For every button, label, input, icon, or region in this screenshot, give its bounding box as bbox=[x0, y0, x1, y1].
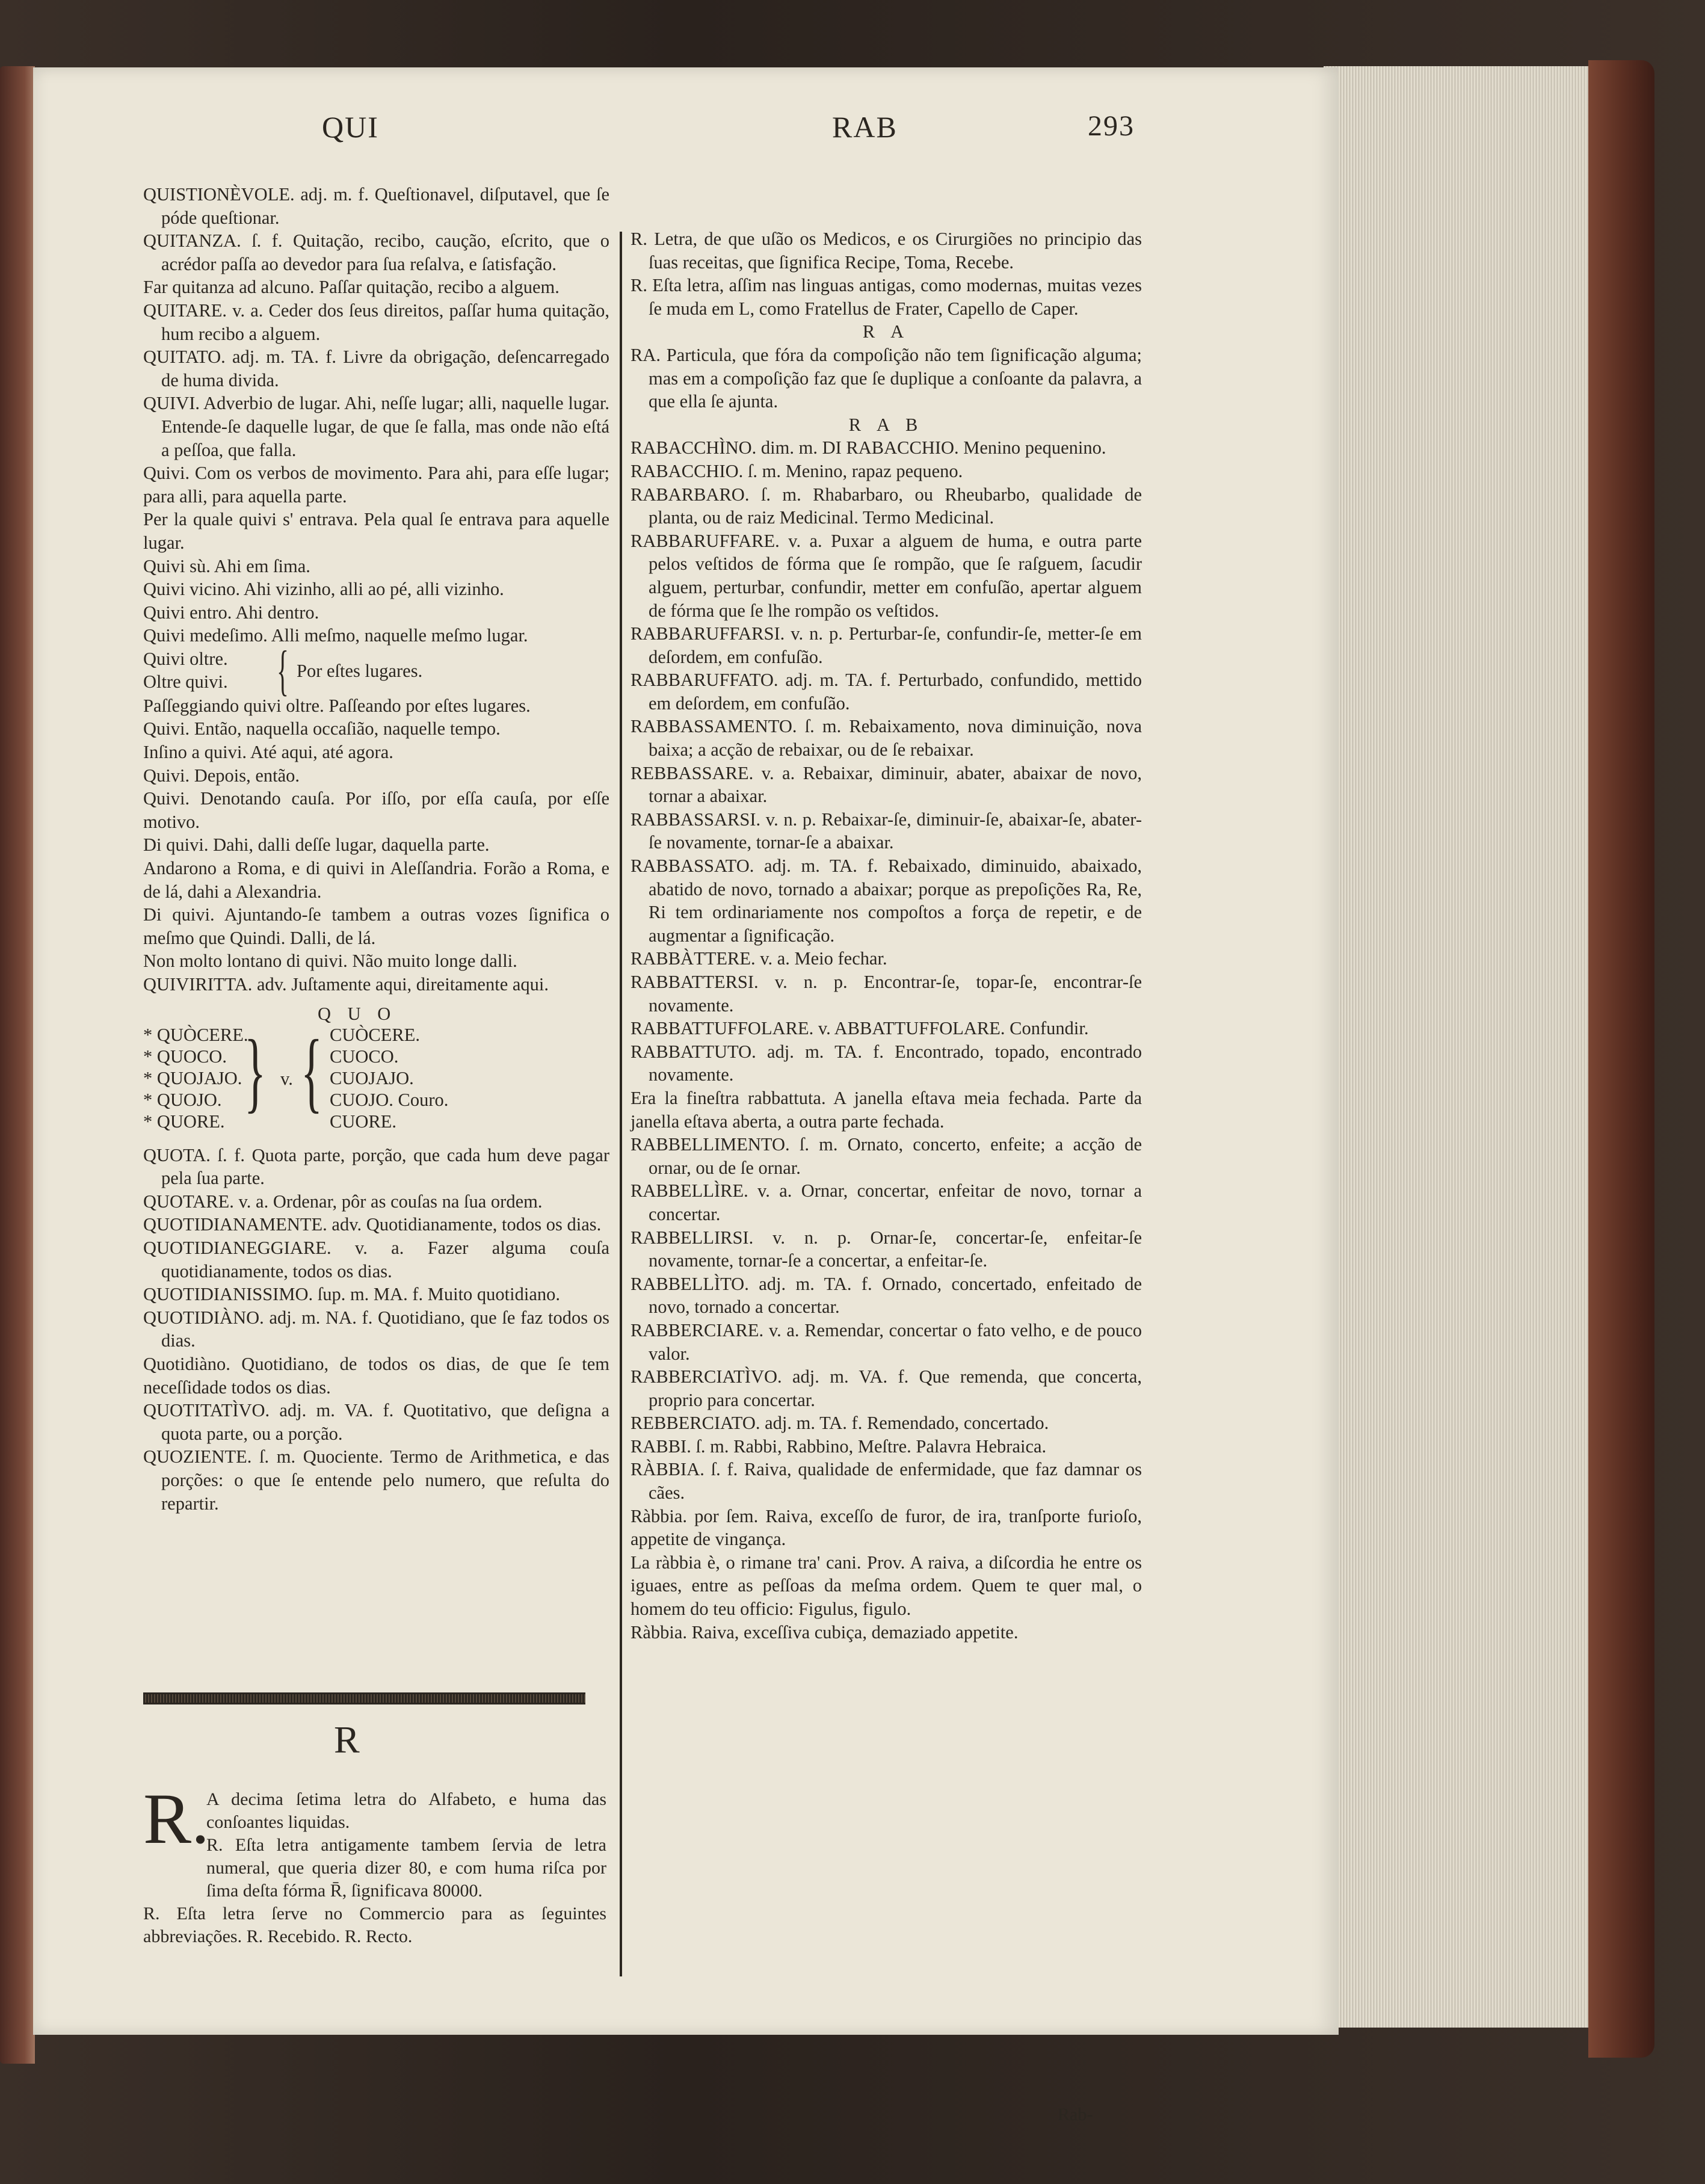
dictionary-entry: Paſſeggiando quivi oltre. Paſſeando por eſtes lugares. bbox=[143, 695, 531, 716]
left-column bbox=[143, 183, 609, 1515]
book-cover-left bbox=[0, 66, 35, 2064]
dictionary-entry: RABBELLÌRE. v. a. Ornar, concertar, enfeitar de novo, tornar a concertar. bbox=[631, 1180, 1142, 1224]
oltre-quivi-label: Oltre quivi. bbox=[143, 671, 228, 692]
dictionary-entry: RABARBARO. ſ. m. Rhabarbaro, ou Rheubarbo, qualidade de planta, ou de raiz Medicinal. Termo Medicinal. bbox=[631, 484, 1142, 528]
section-r-intro bbox=[143, 1778, 606, 1948]
dictionary-entry: RABBASSAMENTO. ſ. m. Rebaixamento, nova diminuição, nova baixa; a acção de rebaixar, ou de ſe rebaixar. bbox=[631, 716, 1142, 760]
dictionary-entry: QUISTIONÈVOLE. adj. m. f. Queſtionavel, diſputavel, que ſe póde queſtionar. bbox=[143, 184, 609, 228]
dictionary-entry: QUOTIDIÀNO. adj. m. NA. f. Quotidiano, que ſe faz todos os dias. bbox=[143, 1307, 609, 1351]
dictionary-entry: QUITATO. adj. m. TA. f. Livre da obrigação, deſencarregado de huma divida. bbox=[143, 347, 609, 390]
dictionary-entry: RABBERCIARE. v. a. Remendar, concertar o fato velho, e de pouco valor. bbox=[631, 1319, 1142, 1364]
dictionary-entry: RABBELLIMENTO. ſ. m. Ornato, concerto, enfeite; a acção de ornar, ou de ſe ornar. bbox=[631, 1134, 1142, 1178]
dictionary-entry: QUIVIRITTA. adv. Juſtamente aqui, direitamente aqui. bbox=[143, 974, 549, 995]
quo-form-left: * QUOJO. bbox=[143, 1089, 222, 1110]
dictionary-entry: RABBATTERSI. v. n. p. Encontrar-ſe, topar-ſe, encontrar-ſe novamente. bbox=[631, 972, 1142, 1016]
dictionary-entry: RABBARUFFARE. v. a. Puxar a alguem de huma, e outra parte pelos veſtidos de fórma que ſe rompão, que ſe raſguem, ſacudir alguem, perturbar, confundir, metter em confuſão, apertar alguem de fórma que ſe lhe rompão os veſtidos. bbox=[631, 530, 1142, 621]
section-r-paragraph: R. Eſta letra ſerve no Commercio para as ſeguintes abbreviações. R. Recebido. R. Recto. bbox=[143, 1904, 606, 1946]
dictionary-entry: Ràbbia. por ſem. Raiva, exceſſo de furor, de ira, tranſporte furioſo, appetite de vingança. bbox=[631, 1505, 1142, 1550]
quo-new-forms bbox=[330, 1024, 448, 1132]
closing-brace-icon: } bbox=[244, 1021, 266, 1121]
quivi-oltre-group bbox=[143, 639, 609, 701]
dictionary-entry: RABBI. ſ. m. Rabbi, Rabbino, Meſtre. Palavra Hebraica. bbox=[631, 1436, 1047, 1457]
section-r-paragraph: A decima ſetima letra do Alfabeto, e huma das conſoantes liquidas. bbox=[206, 1789, 606, 1832]
quivi-oltre-label: Quivi oltre. bbox=[143, 648, 228, 669]
dictionary-entry: REBBERCIATO. adj. m. TA. f. Remendado, concertado. bbox=[631, 1413, 1049, 1434]
page-edges bbox=[1324, 66, 1624, 2028]
dictionary-entry: RÀBBIA. ſ. f. Raiva, qualidade de enfermidade, que faz damnar os cães. bbox=[631, 1459, 1142, 1504]
dictionary-entry: Quivi. Então, naquella occaſião, naquelle tempo. bbox=[143, 718, 501, 739]
dictionary-entry: Quotidiàno. Quotidiano, de todos os dias, de que ſe tem neceſſidade todos os dias. bbox=[143, 1353, 609, 1398]
left-entries-3 bbox=[143, 1144, 609, 1516]
dictionary-entry: RABBASSATO. adj. m. TA. f. Rebaixado, diminuido, abaixado, abatido de novo, tornado a abaixar; porque as prepoſições Ra, Re, Ri tem ordinariamente nos compoſtos a força de repetir, e de augmentar a ſignificação. bbox=[631, 856, 1142, 946]
quo-form-right: CUOJAJO. bbox=[330, 1067, 414, 1088]
dictionary-entry: RABBATTUTO. adj. m. TA. f. Encontrado, topado, encontrado novamente. bbox=[631, 1041, 1142, 1085]
section-r-paragraph: R. Eſta letra antigamente tambem ſervia de letra numeral, que queria dizer 80, e com huma riſca por ſima deſta fórma R̄, ſignificava 80000. bbox=[206, 1835, 606, 1901]
dictionary-entry: RABBASSARSI. v. n. p. Rebaixar-ſe, diminuir-ſe, abaixar-ſe, abater-ſe novamente, tornar-ſe a abaixar. bbox=[631, 809, 1142, 853]
dictionary-entry: QUOTITATÌVO. adj. m. VA. f. Quotitativo, que deſigna a quota parte, ou a porção. bbox=[143, 1400, 609, 1444]
quo-form-left: * QUOCO. bbox=[143, 1046, 227, 1067]
dictionary-entry: QUOTA. ſ. f. Quota parte, porção, que cada hum deve pagar pela ſua parte. bbox=[143, 1144, 609, 1189]
running-head-left: QUI bbox=[322, 110, 379, 144]
dictionary-entry: QUOTIDIANAMENTE. adv. Quotidianamente, todos os dias. bbox=[143, 1214, 602, 1235]
right-column bbox=[631, 227, 1142, 1644]
dictionary-entry: Non molto lontano di quivi. Não muito longe dalli. bbox=[143, 951, 517, 972]
dictionary-entry: Di quivi. Dahi, dalli deſſe lugar, daquella parte. bbox=[143, 834, 490, 856]
catchword: Rab- bbox=[1058, 2105, 1093, 2124]
dictionary-entry: Quivi entro. Ahi dentro. bbox=[143, 602, 319, 623]
dictionary-entry: R. Eſta letra, aſſim nas linguas antigas, como modernas, muitas vezes ſe muda em L, como Fratellus de Frater, Capello de Caper. bbox=[631, 275, 1142, 319]
dictionary-entry: RABBERCIATÌVO. adj. m. VA. f. Que remenda, que concerta, proprio para concertar. bbox=[631, 1366, 1142, 1410]
dictionary-entry: RABBARUFFATO. adj. m. TA. f. Perturbado, confundido, mettido em deſordem, em confuſão. bbox=[631, 670, 1142, 714]
dictionary-entry: Quivi. Com os verbos de movimento. Para ahi, para eſſe lugar; para alli, para aquella parte. bbox=[143, 463, 609, 507]
quo-form-right: CUOCO. bbox=[330, 1046, 399, 1067]
dictionary-entry: Di quivi. Ajuntando-ſe tambem a outras vozes ſignifica o meſmo que Quindi. Dalli, de lá. bbox=[143, 904, 609, 948]
dictionary-entry: Far quitanza ad alcuno. Paſſar quitação, recibo a alguem. bbox=[143, 277, 560, 298]
dictionary-entry: Ràbbia. Raiva, exceſſiva cubiça, demaziado appetite. bbox=[631, 1621, 1019, 1643]
opening-brace-icon: { bbox=[301, 1021, 322, 1121]
dictionary-entry: RABACCHIO. ſ. m. Menino, rapaz pequeno. bbox=[631, 460, 963, 481]
quo-form-right: CUOJO. Couro. bbox=[330, 1089, 449, 1110]
dictionary-entry: Andarono a Roma, e di quivi in Aleſſandria. Forão a Roma, e de lá, dahi a Alexandria. bbox=[143, 858, 609, 902]
dictionary-entry: La ràbbia è, o rimane tra' cani. Prov. A raiva, a diſcordia he entre os iguaes, entre as peſſoas da meſma ordem. Quem te quer mal, o homem do teu officio: Figulus, figulo. bbox=[631, 1552, 1142, 1620]
dictionary-entry: QUITARE. v. a. Ceder dos ſeus direitos, paſſar huma quitação, hum recibo a alguem. bbox=[143, 300, 609, 344]
dictionary-entry: Era la fineſtra rabbattuta. A janella eſtava meia fechada. Parte da janella eſtava aberta, a outra parte fechada. bbox=[631, 1087, 1142, 1132]
dictionary-entry: RABBELLIRSI. v. n. p. Ornar-ſe, concertar-ſe, enfeitar-ſe novamente, tornar-ſe a concertar, a enfeitar-ſe. bbox=[631, 1227, 1142, 1271]
dictionary-entry: QUIVI. Adverbio de lugar. Ahi, neſſe lugar; alli, naquelle lugar. Entende-ſe daquelle lugar, de que ſe falla, mas onde não eſtá a peſſoa, que falla. bbox=[143, 393, 609, 460]
dictionary-entry: Quivi. Depois, então. bbox=[143, 765, 300, 786]
oltre-translation: Por eſtes lugares. bbox=[297, 660, 423, 681]
dictionary-entry: Quivi vicino. Ahi vizinho, alli ao pé, alli vizinho. bbox=[143, 579, 504, 600]
dictionary-entry: Quivi. Denotando cauſa. Por iſſo, por eſſa cauſa, por eſſe motivo. bbox=[143, 788, 609, 832]
dictionary-entry: Inſino a quivi. Até aqui, até agora. bbox=[143, 742, 393, 763]
dictionary-entry: RABBELLÌTO. adj. m. TA. f. Ornado, concertado, enfeitado de novo, tornado a concertar. bbox=[631, 1273, 1142, 1318]
quo-form-left: * QUORE. bbox=[143, 1111, 225, 1132]
dictionary-entry: Quivi sù. Ahi em ſima. bbox=[143, 555, 310, 576]
page-number: 293 bbox=[1088, 110, 1135, 142]
quo-old-forms bbox=[143, 1024, 248, 1132]
brace-icon: { bbox=[277, 639, 289, 701]
dictionary-entry: Per la quale quivi s' entrava. Pela qual ſe entrava para aquelle lugar. bbox=[143, 509, 609, 553]
dictionary-entry: R A B bbox=[848, 414, 924, 435]
dictionary-entry: QUOTIDIANEGGIARE. v. a. Fazer alguma couſa quotidianamente, todos os dias. bbox=[143, 1237, 609, 1282]
left-entries-1 bbox=[143, 183, 609, 647]
quo-form-left: * QUOJAJO. bbox=[143, 1067, 242, 1088]
dictionary-entry: RA. Particula, que fóra da compoſição não tem ſignificação alguma; mas em a compoſição faz que ſe duplique a conſoante da palavra, a que ella ſe ajunta. bbox=[631, 344, 1142, 412]
dictionary-entry: Quivi medeſimo. Alli meſmo, naquelle meſmo lugar. bbox=[143, 625, 528, 646]
dictionary-entry: RABBATTUFFOLARE. v. ABBATTUFFOLARE. Confundir. bbox=[631, 1018, 1089, 1039]
book-cover-right bbox=[1588, 60, 1654, 2058]
running-head-right: RAB bbox=[832, 110, 898, 144]
quo-form-right: CUORE. bbox=[330, 1111, 396, 1132]
dictionary-entry: REBBASSARE. v. a. Rebaixar, diminuir, abater, abaixar de novo, tornar a abaixar. bbox=[631, 762, 1142, 807]
section-letter-heading: R bbox=[334, 1718, 360, 1761]
quo-form-left: * QUÒCERE. bbox=[143, 1024, 248, 1045]
dictionary-entry: QUOTIDIANISSIMO. ſup. m. MA. f. Muito quotidiano. bbox=[143, 1284, 561, 1305]
dictionary-entry: R. Letra, de que uſão os Medicos, e os Cirurgiões no principio das ſuas receitas, que ſignifica Recipe, Toma, Recebe. bbox=[631, 229, 1142, 273]
dictionary-entry: QUOZIENTE. ſ. m. Quociente. Termo de Arithmetica, e das porções: o que ſe entende pelo numero, que reſulta do repartir. bbox=[143, 1446, 609, 1514]
quo-vide-label: v. bbox=[280, 1068, 293, 1089]
section-ornament-rule bbox=[143, 1692, 585, 1704]
left-entries-2 bbox=[143, 694, 609, 996]
dictionary-entry: RABBÀTTERE. v. a. Meio fechar. bbox=[631, 948, 887, 969]
dictionary-entry: RABBARUFFARSI. v. n. p. Perturbar-ſe, confundir-ſe, metter-ſe em deſordem, em confuſão. bbox=[631, 623, 1142, 667]
dictionary-entry: RABACCHÌNO. dim. m. DI RABACCHIO. Menino pequenino. bbox=[631, 437, 1106, 458]
dictionary-entry: QUOTARE. v. a. Ordenar, pôr as couſas na ſua ordem. bbox=[143, 1191, 543, 1212]
quo-heading: Q U O bbox=[318, 1003, 397, 1024]
column-divider bbox=[620, 232, 622, 1976]
dictionary-entry: QUITANZA. ſ. f. Quitação, recibo, caução, eſcrito, que o acrédor paſſa ao devedor para ſua reſalva, e ſatisfação. bbox=[143, 230, 609, 274]
dictionary-entry: R A bbox=[862, 321, 910, 342]
quo-form-right: CUÒCERE. bbox=[330, 1024, 420, 1045]
quo-cross-reference-group bbox=[143, 1002, 609, 1144]
drop-cap: R. bbox=[143, 1778, 210, 1859]
